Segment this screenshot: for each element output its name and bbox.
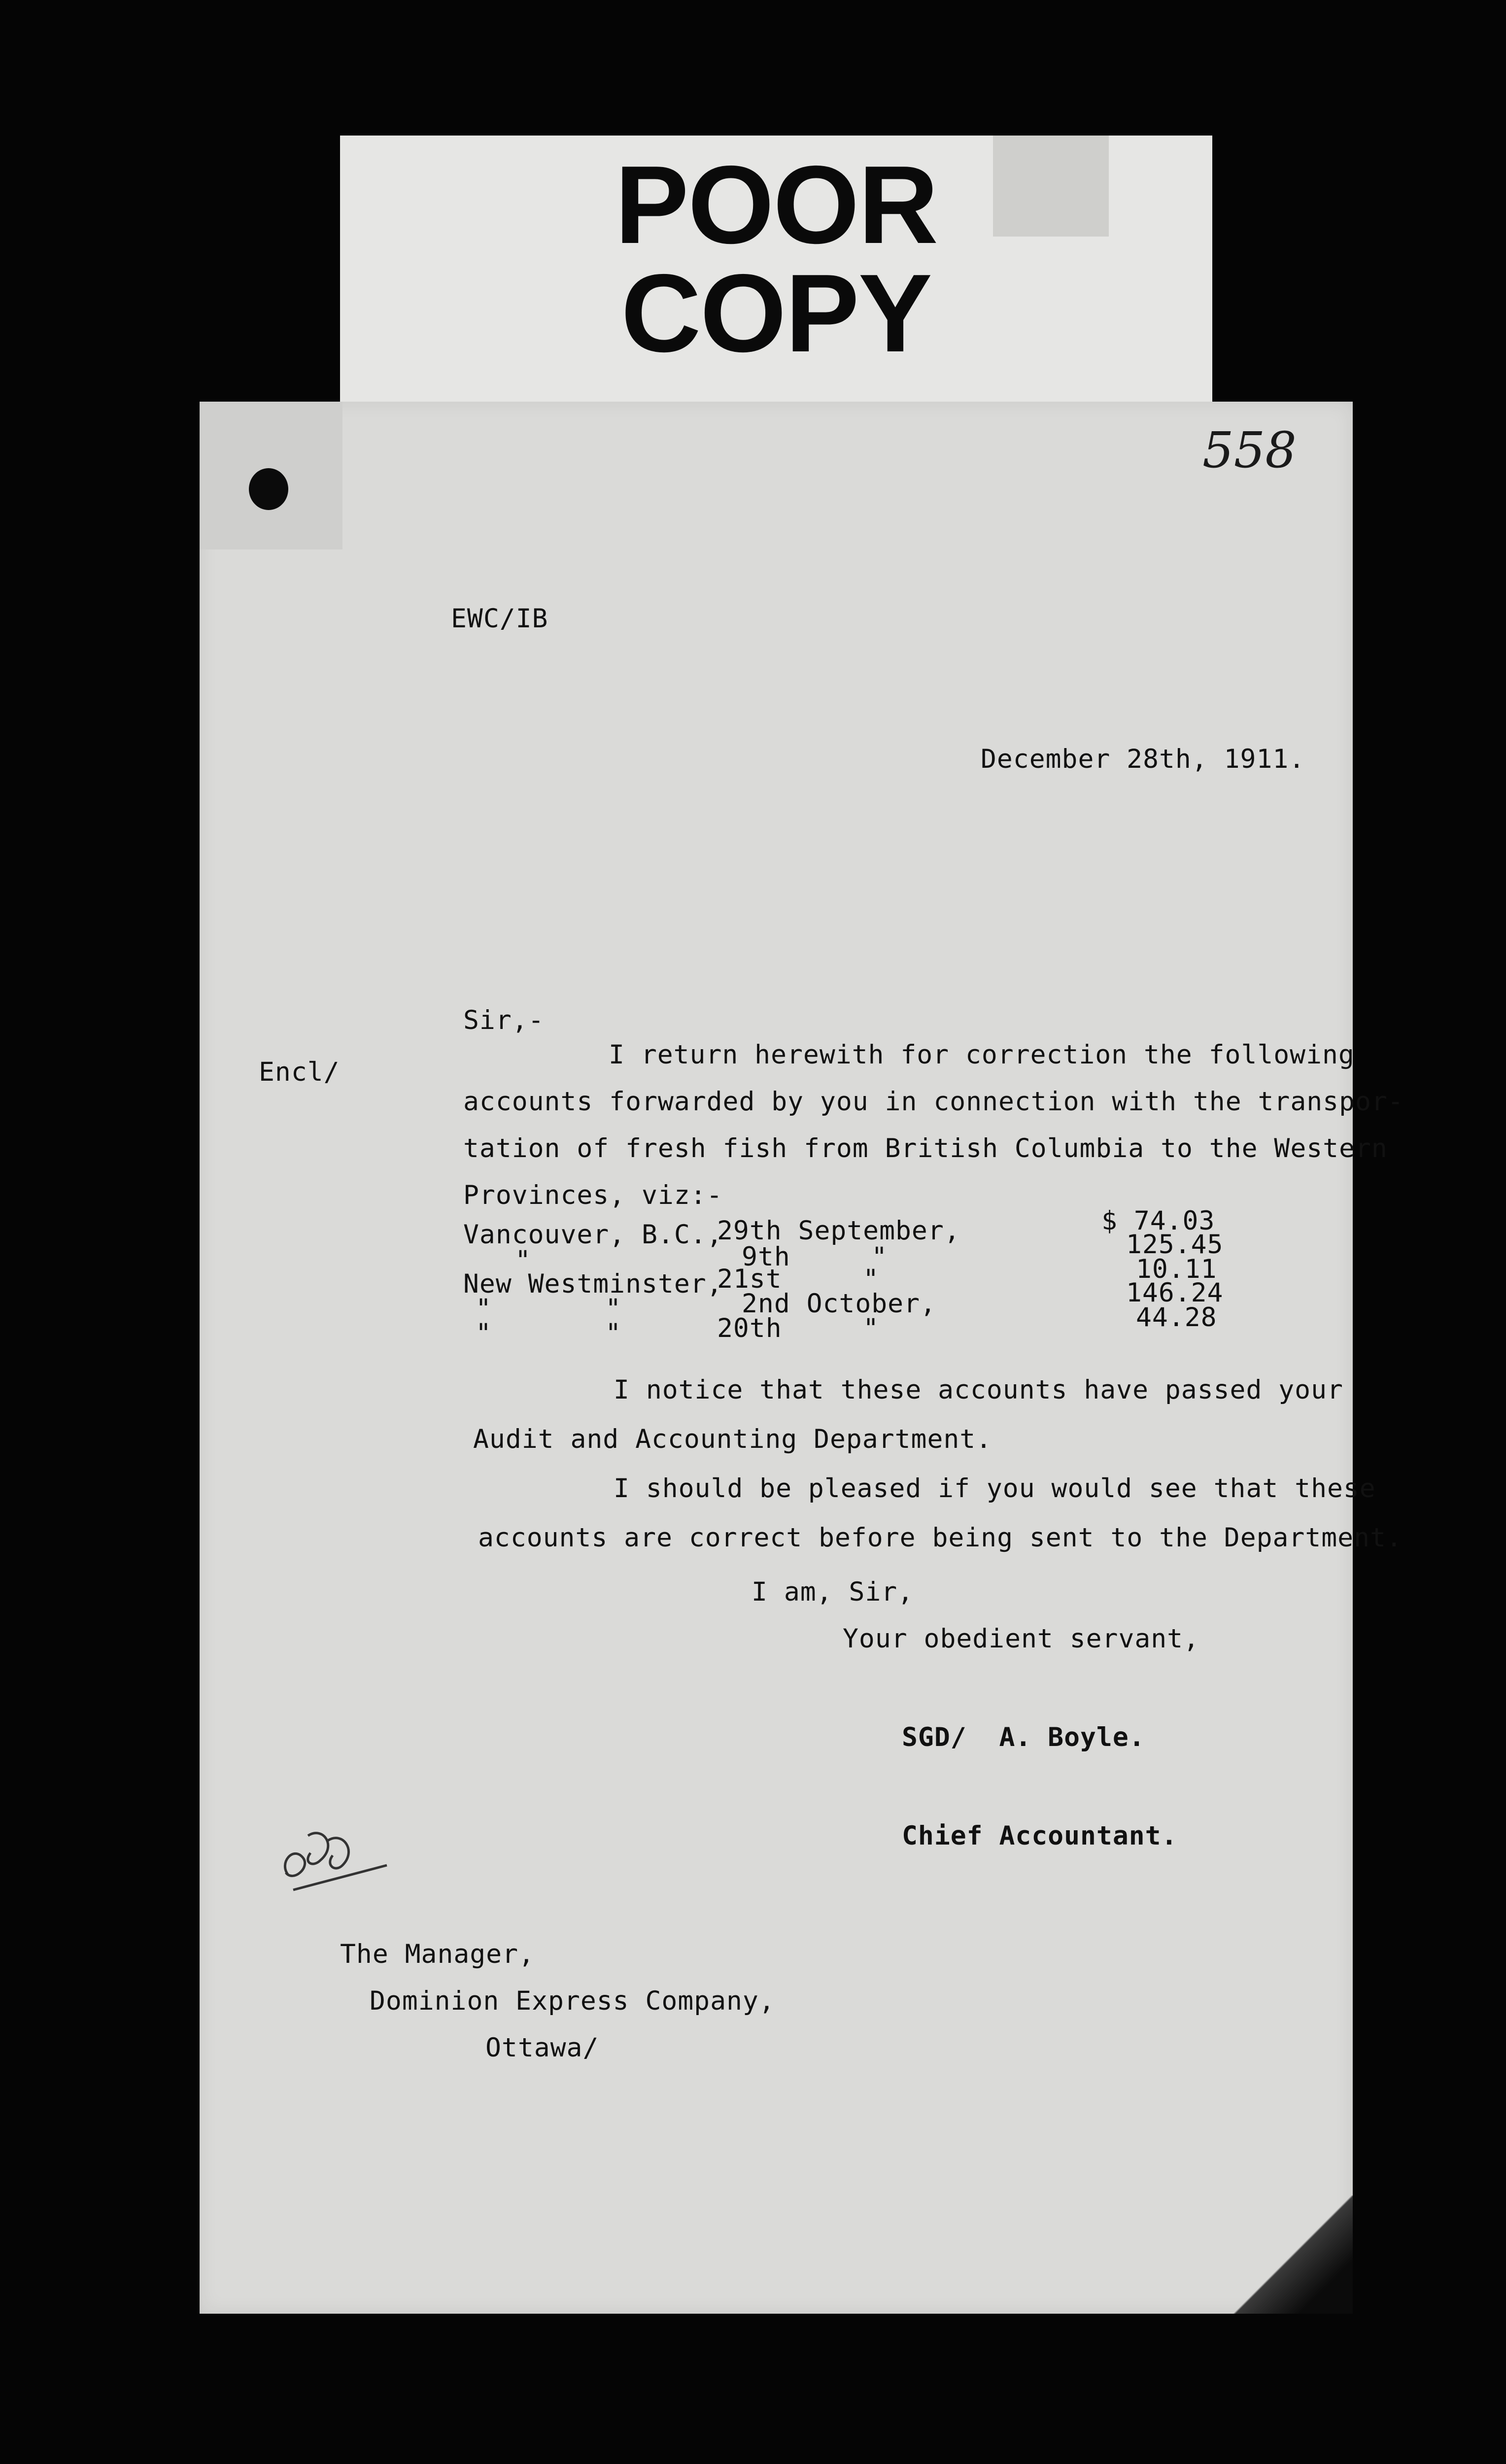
account-amount: 125.45 bbox=[1126, 1230, 1224, 1260]
signature-line: SGD/ A. Boyle. bbox=[902, 1722, 1145, 1752]
account-place: " " bbox=[476, 1294, 622, 1324]
account-amount: $ 74.03 bbox=[1101, 1206, 1215, 1236]
addressee-line: The Manager, bbox=[340, 1939, 535, 1969]
poor-copy-line2: COPY bbox=[621, 251, 931, 375]
account-date: 29th September, bbox=[717, 1216, 960, 1246]
page-number: 558 bbox=[1202, 421, 1297, 479]
account-place: " bbox=[515, 1245, 531, 1275]
para1-line: tation of fresh fish from British Columbia to the Western bbox=[463, 1133, 1388, 1164]
account-place: " " bbox=[476, 1318, 622, 1348]
para2-line: Audit and Accounting Department. bbox=[473, 1424, 993, 1454]
signer-title: Chief Accountant. bbox=[902, 1821, 1178, 1851]
salutation: Sir,- bbox=[463, 1005, 545, 1035]
account-date: 20th " bbox=[717, 1313, 880, 1343]
account-amount: 146.24 bbox=[1126, 1278, 1224, 1308]
para2-line: I notice that these accounts have passed your bbox=[614, 1375, 1343, 1405]
account-date: 2nd October, bbox=[742, 1289, 936, 1319]
para3-line: accounts are correct before being sent to the Department. bbox=[478, 1523, 1403, 1553]
punch-hole bbox=[249, 468, 288, 510]
account-amount: 10.11 bbox=[1136, 1254, 1217, 1284]
letter-page bbox=[200, 402, 1404, 2314]
poor-copy-line1: POOR bbox=[615, 142, 938, 267]
account-place: Vancouver, B.C., bbox=[463, 1220, 723, 1250]
addressee-line: Ottawa/ bbox=[485, 2033, 599, 2063]
reference-code: EWC/IB bbox=[451, 604, 548, 634]
para1-line: I return herewith for correction the following bbox=[609, 1040, 1355, 1070]
account-date: 21st " bbox=[717, 1264, 880, 1294]
addressee-line: Dominion Express Company, bbox=[370, 1986, 775, 2016]
closing-line: Your obedient servant, bbox=[843, 1624, 1199, 1654]
letter-date: December 28th, 1911. bbox=[981, 744, 1305, 774]
para3-line: I should be pleased if you would see that these bbox=[614, 1473, 1376, 1504]
closing-line: I am, Sir, bbox=[752, 1577, 914, 1607]
para1-line: accounts forwarded by you in connection with the transpor- bbox=[463, 1087, 1404, 1117]
account-date: 9th " bbox=[742, 1242, 888, 1272]
account-place: New Westminster, bbox=[463, 1269, 723, 1299]
para1-line: Provinces, viz:- bbox=[463, 1180, 723, 1210]
account-amount: 44.28 bbox=[1136, 1302, 1217, 1333]
handwritten-initials bbox=[274, 1816, 402, 1915]
poor-copy-label bbox=[340, 136, 1212, 402]
curled-corner bbox=[1205, 2195, 1353, 2314]
enclosure-note: Encl/ bbox=[259, 1057, 340, 1087]
